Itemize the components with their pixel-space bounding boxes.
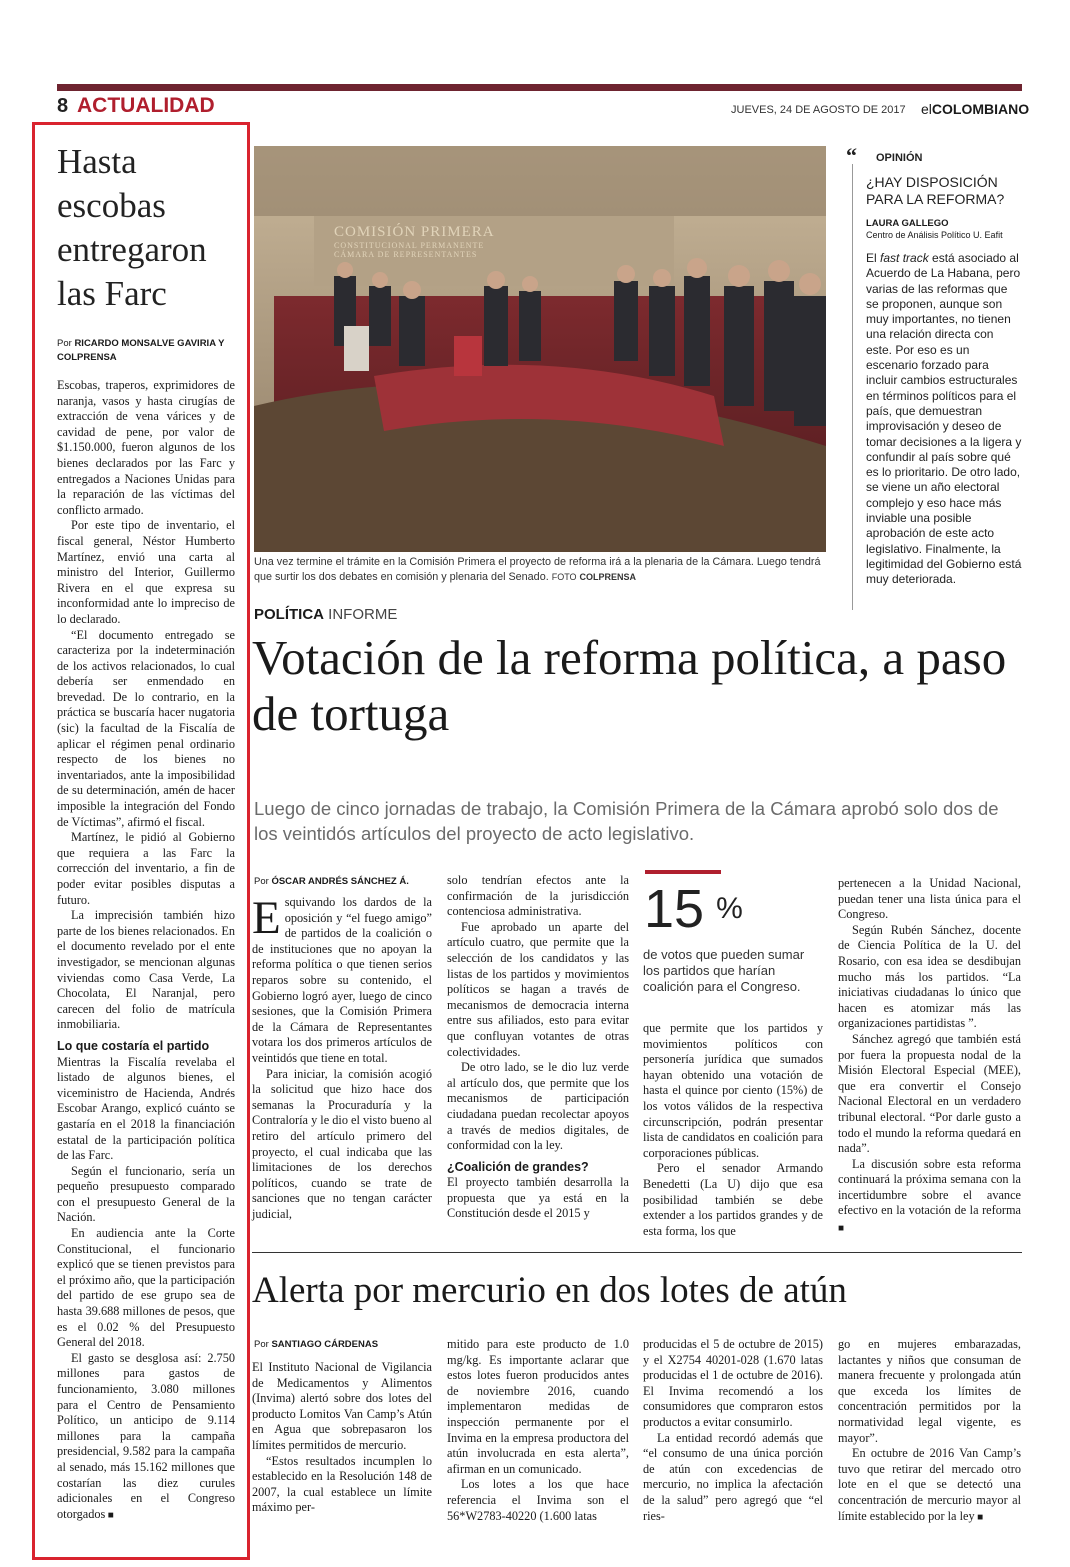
stat-number: 15 % xyxy=(644,879,743,939)
main-col3: que permite que los partidos y movimientos políticos con personería jurídica que sumados hayan obtenido una votación de hasta el quince por ciento (15%) de los votos válidos de la respectiva circunscripción, podrán presentar lista de candidatos en coalición para corporaciones públicas. Pero el senador Armando Benedetti (La U) dijo que esa posibilidad también se debe extender a los partidos grandes y de esta forma, los que xyxy=(643,1021,823,1238)
opinion-body: El fast track está asociado al Acuerdo de La Habana, pero varias de las reformas que se proponen, aunque son muy importantes, no tienen una relación directa con este. Por eso es un escenario forzado para incluir cambios estructurales en términos políticos para el país, que demuestran improvisación y deseo de tomar decisiones a la ligera y confundir al país sobre qué es lo prioritario. De otro lado, se viene un año electoral complejo y eso hace más inviable una posible aprobación de este acto legislativo. Finalmente, la legitimidad del Gobierno está muy deteriorada. xyxy=(866,251,1022,587)
left-story-body xyxy=(57,378,235,1523)
left-paragraph: El gasto se desglosa así: 2.750 millones para gastos de funcionamiento, 3.080 millones para el Centro de Pensamiento Político, un anticipo de 9.114 millones para la campaña presidencial, 9.582 para la campaña al senado, más 15.162 millones que costarían las diez curules adicionales en el Congreso otorgados ■ xyxy=(57,1351,235,1524)
issue-date: JUEVES, 24 DE AGOSTO DE 2017 xyxy=(731,104,906,116)
tuna-col4: go en mujeres embarazadas, lactantes y niños que consuman de manera frecuente y prolongada atún que exceda los límites de concentración permitidos por la normatividad legal vigente, es mayor”. En octubre de 2016 Van Camp’s tuvo que retirar del mercado otro lote en el que se detectó una concentración de mercurio mayor al límite establecido por la ley ■ xyxy=(838,1337,1021,1525)
left-paragraph: En audiencia ante la Corte Constitucional, el funcionario explicó que se tienen previstos para el próximo año, que la participación del partido de ese grupo sea de hasta 39.688 millones de pesos, que es el 0.02 % del Presupuesto General del 2018. xyxy=(57,1226,235,1350)
wall-sign-line3: CÁMARA DE REPRESENTANTES xyxy=(334,250,478,259)
quote-icon: “ xyxy=(846,146,864,164)
left-story-byline: Por RICARDO MONSALVE GAVIRIA Y COLPRENSA xyxy=(57,338,225,363)
tuna-col2: mitido para este producto de 1.0 mg/kg. Es importante aclarar que estos lotes fueron producidos antes de noviembre 2016, cuando implementaron medidas de inspección permanente por el Invima en la empresa productora del atún involucrada en esta alerta”, afirman en un comunicado. Los lotes a los que hace referencia el Invima son el 56*W2783-40220 (1.600 latas xyxy=(447,1337,629,1523)
left-paragraph: Según el funcionario, sería un pequeño presupuesto comparado con el presupuesto General de la Nación. xyxy=(57,1163,235,1225)
tuna-col1: El Instituto Nacional de Vigilancia de Medicamentos y Alimentos (Invima) alertó sobre dos lotes del producto Lomitos Van Camp’s Atún en Agua que sobrepasaron los límites permitidos de mercurio. “Estos resultados incumplen lo establecido en la Resolución 148 de 2007, la cual establece un límite máximo per- xyxy=(252,1360,432,1515)
drop-cap: E xyxy=(252,892,281,944)
left-story-headline: Hasta escobas entregaron las Farc xyxy=(57,142,207,313)
main-byline: Por ÓSCAR ANDRÉS SÁNCHEZ Á. xyxy=(254,876,409,887)
wall-sign xyxy=(334,224,495,259)
left-subhead: Lo que costaría el partido xyxy=(57,1038,210,1053)
tuna-divider xyxy=(252,1252,1022,1253)
photo-caption xyxy=(254,555,826,584)
left-paragraph: Mientras la Fiscalía revelaba el listado de algunos bienes, el viceministro de Hacienda, Andrés Escobar Arango, explicó cuánto se gastaría en el 2018 la financiación estatal de la participación política de las Farc. xyxy=(57,1054,235,1163)
photo-credit-label: FOTO xyxy=(551,571,577,582)
left-paragraph: La imprecisión también hizo parte de los bienes relacionados. En el documento revelado por el ente investigador, se mencionan algunas viviendas como Casa Verde, La Chocolata, El Naranjal, pero carecen del folio de matrícula inmobiliaria. xyxy=(57,908,235,1032)
page-number: 8 xyxy=(57,95,69,117)
tuna-byline: Por SANTIAGO CÁRDENAS xyxy=(254,1339,379,1350)
stat-text: de votos que pueden sumar los partidos que harían coalición para el Congreso. xyxy=(643,947,805,994)
brand-name: COLOMBIANO xyxy=(931,101,1030,117)
main-deck: Luego de cinco jornadas de trabajo, la Comisión Primera de la Cámara aprobó solo dos de los veintidós artículos del proyecto de acto legislativo. xyxy=(254,798,999,844)
brand-prefix: el xyxy=(921,101,932,117)
left-paragraph: Por este tipo de inventario, el fiscal general, Néstor Humberto Martínez, envió una carta al ministro del Interior, Guillermo Rivera en el que expresa su inconformidad ante lo impreciso de lo declarado. xyxy=(57,518,235,626)
wall-sign-line1: COMISIÓN PRIMERA xyxy=(334,224,495,240)
main-subhead: ¿Coalición de grandes? xyxy=(447,1159,589,1174)
main-col2: solo tendrían efectos ante la confirmación de la jurisdicción contenciosa administrativa. Fue aprobado un aparte del artículo cuatro, que permite que la selección de los candidatos y las listas de los partidos y movimientos políticos se hagan a través de mecanismos de democracia interna entre sus afiliados, esto para evitar que confluyan votantes de otras colectividades. De otro lado, se le dio luz verde al artículo dos, que permite que los mecanismos de participación ciudadana puedan recolectar apoyos a través de medios digitales, de conformidad con la ley. ¿Coalición de grandes? El proyecto también desarrolla la propuesta que ya está en la Constitución desde el 2015 y xyxy=(447,873,629,1221)
opinion-affiliation: Centro de Análisis Político U. Eafit xyxy=(866,230,1003,240)
opinion-label: OPINIÓN xyxy=(876,152,923,164)
main-col1: Esquivando los dardos de la oposición y “el fuego amigo” de partidos de la coalición o de instituciones que no apoyan la reforma política o que tienen serios reparos sobre su contenido, el Gobierno logró ayer, luego de cinco sesiones, que la Comisión Primera de la Cámara de Representantes votara los dos primeros artículos de veintidós que tiene en total. Para iniciar, la comisión acogió la solicitud que hizo hace dos semanas la Procuraduría y la Contraloría y le dio el visto bueno al retiro del artículo primero del proyecto, el cual indicaba que las limitaciones de los derechos políticos, cuando se trate de sanciones que no tengan carácter judicial, xyxy=(252,892,432,1221)
stat-rule xyxy=(645,870,721,874)
tuna-headline: Alerta por mercurio en dos lotes de atún xyxy=(252,1270,847,1311)
chamber-photo-illustration xyxy=(254,146,826,552)
left-paragraph: Escobas, traperos, exprimidores de naranja, vasos y hasta cirugías de extracción de vena várices y de cavidad de pene, por valor de $1.150.000, fueron algunos de los bienes declarados por las Farc y entregados a Naciones Unidas para la reparación de las víctimas del conflicto armado. xyxy=(57,378,235,517)
tuna-col3: producidas el 5 de octubre de 2015) y el X2754 40201-028 (1.670 latas producidas el 1 de octubre de 2016). El Invima recomendó a los consumidores que compraron estos productos a evitar consumirlo. La entidad recordó además que “el consumo de una única porción de atún con excedencias de mercurio, no implica la afectación de la salud” pero agregó que “el ries- xyxy=(643,1337,823,1523)
main-col4: pertenecen a la Unidad Nacional, puedan tener una lista única para el Congreso. Según Rubén Sánchez, docente de Ciencia Política de la U. del Rosario, con esa idea se desdibujan mucho más los partidos. “La iniciativas ciudadanas lo único que hacen es atomizar más las organizaciones partidistas ”. Sánchez agregó que también está por fuera la propuesta nodal de la Misión Electoral Especial (MEE), que era convertir el Consejo Nacional Electoral en un verdadero tribunal electoral. “Por darle gusto a todo el mundo la reforma quedará en nada”. La discusión sobre esta reforma continuará la próxima semana con la incertidumbre sobre el avance efectivo en la votación de la reforma ■ xyxy=(838,876,1021,1237)
news-photo xyxy=(254,146,826,552)
opinion-divider xyxy=(852,150,853,610)
section-label: ACTUALIDAD xyxy=(77,94,215,117)
opinion-title: ¿HAY DISPOSICIÓN PARA LA REFORMA? xyxy=(866,174,1005,207)
header-rule xyxy=(57,84,1022,91)
caption-text: Una vez termine el trámite en la Comisión Primera el proyecto de reforma irá a la plenaria de la Cámara. Luego tendrá que surtir los dos debates en comisión y plenaria del Senado. xyxy=(254,556,821,583)
left-paragraph: Martínez, le pidió al Gobierno que requiera a las Farc la corrección del inventario, a fin de poder evitar posibles disputas a futuro. xyxy=(57,830,235,907)
photo-credit-name: COLPRENSA xyxy=(579,571,637,582)
left-paragraph: “El documento entregado se caracteriza por la indeterminación de los activos relacionados, lo cual debería ser enmendado en brevedad. De lo contrario, en la práctica se buscaría hacer nugatoria (sic) la facultad de la Fiscalía de aplicar el régimen penal ordinario respecto de los bienes no inventariados, ante la imposibilidad de su determinación, amén de hacer imposible la integración del Fondo de Víctimas”, afirmó el fiscal. xyxy=(57,627,235,829)
opinion-author: LAURA GALLEGO xyxy=(866,218,949,229)
main-kicker: POLÍTICA INFORME xyxy=(254,606,398,623)
main-headline: Votación de la reforma política, a paso de tortuga xyxy=(252,630,1007,741)
newspaper-brand xyxy=(921,101,1029,117)
wall-sign-line2: CONSTITUCIONAL PERMANENTE xyxy=(334,241,485,250)
